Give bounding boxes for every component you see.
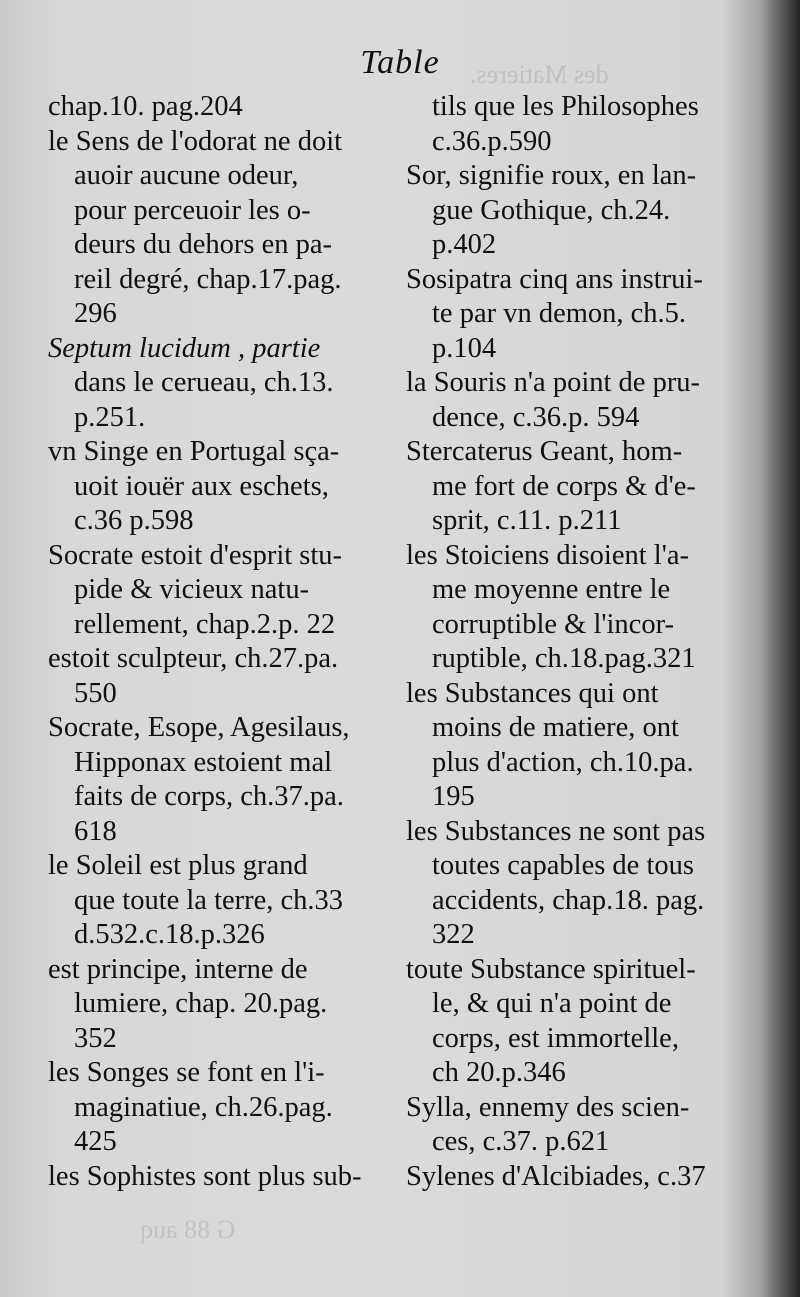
index-line: Sor, signifie roux, en lan- xyxy=(406,160,697,191)
index-line: les Substances ne sont pas xyxy=(406,815,706,847)
index-line: toute Substance spirituel- xyxy=(406,953,696,985)
index-line: lumiere, chap. 20.pag. xyxy=(74,988,328,1019)
index-line: 195 xyxy=(432,781,475,812)
index-line: me moyenne entre le xyxy=(432,574,671,605)
page-title: Table xyxy=(360,44,440,81)
index-line: le, & qui n'a point de xyxy=(432,988,672,1019)
index-line: p.251. xyxy=(74,401,146,433)
index-line: dence, c.36.p. 594 xyxy=(432,401,640,433)
index-line: Socrate estoit d'esprit stu- xyxy=(48,539,343,571)
index-line: d.532.c.18.p.326 xyxy=(74,919,265,950)
index-line: reil degré, chap.17.pag. xyxy=(74,263,342,295)
bleed-through-text: G 88 auq xyxy=(140,1215,236,1244)
index-line: dans le cerueau, ch.13. xyxy=(74,367,334,398)
index-line: chap.10. pag.204 xyxy=(48,91,243,122)
index-line: Sylenes d'Alcibiades, c.37 xyxy=(406,1160,706,1192)
index-line: 550 xyxy=(74,677,117,709)
index-line: 352 xyxy=(74,1022,117,1054)
index-line: la Souris n'a point de pru- xyxy=(406,367,701,398)
index-line: corruptible & l'incor- xyxy=(432,608,674,640)
right-column xyxy=(406,90,741,1194)
index-line: les Stoiciens disoient l'a- xyxy=(406,539,689,571)
index-line: les Songes se font en l'i- xyxy=(48,1057,325,1088)
index-line: rellement, chap.2.p. 22 xyxy=(74,608,336,640)
index-line: Socrate, Esope, Agesilaus, xyxy=(48,712,350,743)
index-line: me fort de corps & d'e- xyxy=(432,470,696,502)
bleed-through-text: des Matieres. xyxy=(470,60,609,89)
index-line: 425 xyxy=(74,1126,117,1157)
index-line: p.402 xyxy=(432,229,497,260)
index-line: corps, est immortelle, xyxy=(432,1022,679,1054)
left-column xyxy=(48,90,403,1194)
index-line: Septum lucidum , partie xyxy=(48,332,321,364)
index-line: ces, c.37. p.621 xyxy=(432,1126,610,1157)
index-line: sprit, c.11. p.211 xyxy=(432,505,622,536)
index-line: le Soleil est plus grand xyxy=(48,850,308,881)
index-line: les Substances qui ont xyxy=(406,677,659,709)
index-line: p.104 xyxy=(432,332,497,364)
index-line: gue Gothique, ch.24. xyxy=(432,194,671,226)
index-line: les Sophistes sont plus sub- xyxy=(48,1160,362,1192)
index-line: pour perceuoir les o- xyxy=(74,194,311,226)
index-line: toutes capables de tous xyxy=(432,850,694,881)
index-line: 618 xyxy=(74,815,117,847)
index-line: est principe, interne de xyxy=(48,953,308,985)
index-line: c.36 p.598 xyxy=(74,505,194,536)
index-line: c.36.p.590 xyxy=(432,125,552,157)
index-line: Stercaterus Geant, hom- xyxy=(406,436,683,467)
index-line: ch 20.p.346 xyxy=(432,1057,566,1088)
index-line: pide & vicieux natu- xyxy=(74,574,310,605)
index-line: faits de corps, ch.37.pa. xyxy=(74,781,344,812)
index-line: ruptible, ch.18.pag.321 xyxy=(432,643,696,674)
index-line: te par vn demon, ch.5. xyxy=(432,298,687,329)
index-line: Sylla, ennemy des scien- xyxy=(406,1091,690,1123)
index-line: estoit sculpteur, ch.27.pa. xyxy=(48,643,339,674)
index-line: plus d'action, ch.10.pa. xyxy=(432,746,694,778)
index-line: 296 xyxy=(74,298,117,329)
index-line: Sosipatra cinq ans instrui- xyxy=(406,263,703,295)
index-line: 322 xyxy=(432,919,475,950)
index-line: que toute la terre, ch.33 xyxy=(74,884,344,916)
index-line: auoir aucune odeur, xyxy=(74,160,299,191)
index-line: moins de matiere, ont xyxy=(432,712,679,743)
index-line: accidents, chap.18. pag. xyxy=(432,884,705,916)
index-line: deurs du dehors en pa- xyxy=(74,229,333,260)
index-line: Hipponax estoient mal xyxy=(74,746,333,778)
index-line: le Sens de l'odorat ne doit xyxy=(48,125,343,157)
index-line: tils que les Philosophes xyxy=(432,91,699,122)
page-edge-shadow xyxy=(760,0,800,1297)
index-line: vn Singe en Portugal sça- xyxy=(48,436,340,467)
index-line: uoit iouër aux eschets, xyxy=(74,470,329,502)
index-line: maginatiue, ch.26.pag. xyxy=(74,1091,333,1123)
